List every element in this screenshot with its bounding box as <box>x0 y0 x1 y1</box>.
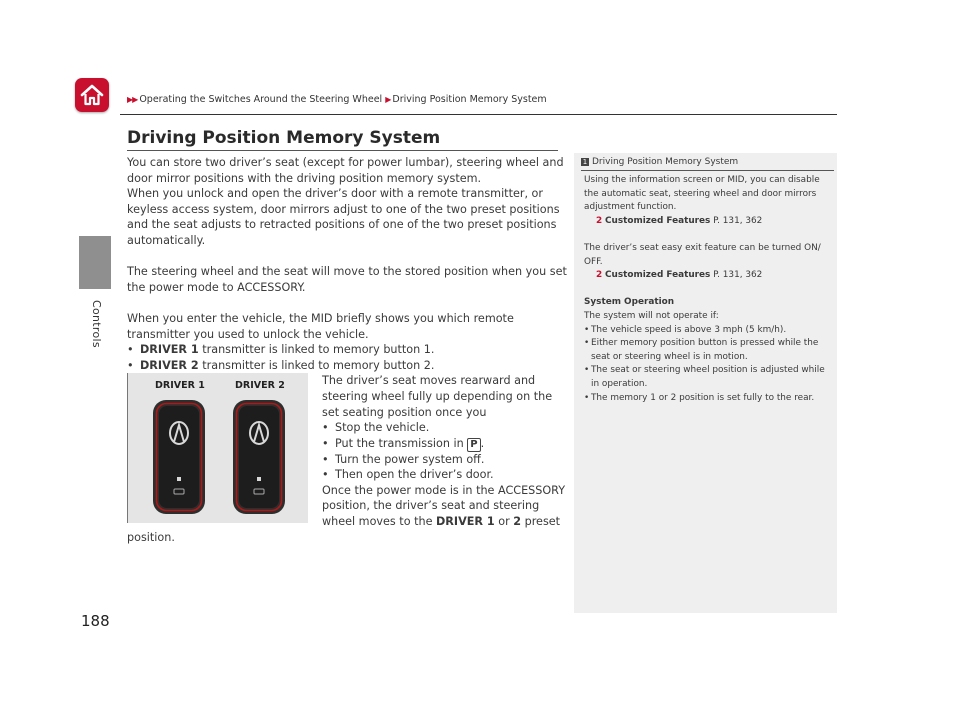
sidebar-heading <box>581 156 738 170</box>
driver-2-caption: DRIVER 2 <box>235 380 285 392</box>
step-transmission-end: . <box>480 436 485 450</box>
reference-arrow-icon: 2 <box>596 270 603 281</box>
reference-page[interactable]: P. 131, 362 <box>710 215 763 226</box>
driver-1-caption: DRIVER 1 <box>155 380 205 392</box>
step-open-door: Then open the driver’s door. <box>335 468 494 482</box>
bullet-icon: • <box>322 421 329 435</box>
main-body <box>127 155 567 545</box>
condition-text: The seat or steering wheel position is adjusted while in operation. <box>591 365 825 389</box>
condition-text: The memory 1 or 2 position is set fully to the rear. <box>591 392 815 403</box>
breadcrumb <box>127 94 547 105</box>
reference-page[interactable]: P. 131, 362 <box>710 270 763 281</box>
list-item <box>322 436 567 452</box>
customized-features-link[interactable] <box>605 216 762 226</box>
breadcrumb-arrow-icon: ▶▶ <box>127 95 138 104</box>
bullet-icon: • <box>584 338 590 349</box>
list-item <box>127 358 567 374</box>
sidebar-note <box>574 153 837 613</box>
home-button[interactable] <box>75 78 109 112</box>
header-divider <box>120 114 837 115</box>
list-item <box>584 392 832 406</box>
paragraph-seat-moves: The driver’s seat moves rearward and steering wheel fully up depending on the set seating position once you <box>322 374 553 419</box>
system-operation-title: System Operation <box>584 297 675 308</box>
condition-text: Either memory position button is pressed while the seat or steering wheel is in motion. <box>591 338 819 362</box>
driver-2-label: DRIVER 2 <box>140 358 199 372</box>
sidebar-paragraph-easy-exit: The driver’s seat easy exit feature can be turned ON/ OFF. <box>584 242 821 267</box>
step-transmission-text: Put the transmission in <box>335 436 468 450</box>
bullet-icon: • <box>127 358 134 372</box>
bullet-icon: • <box>322 468 329 482</box>
paragraph-unlock-behavior: When you unlock and open the driver’s door with a remote transmitter, or keyless access system, door mirrors adjust to one of the two preset positions and the seat adjusts to retracted positions of one of the two preset positions automatically. <box>127 187 560 247</box>
paragraph-mid-display: When you enter the vehicle, the MID briefly shows you which remote transmitter you used to unlock the vehicle. <box>127 311 514 341</box>
sidebar-paragraph-disable: Using the information screen or MID, you can disable the automatic seat, steering wheel and door mirrors adjustment function. <box>584 175 820 213</box>
customized-features-link[interactable] <box>605 270 762 280</box>
breadcrumb-arrow-icon: ▶ <box>385 95 391 104</box>
sidebar-divider <box>581 170 834 171</box>
remote-transmitters-illustration <box>127 373 308 523</box>
preset-driver-2: 2 <box>513 515 522 529</box>
list-item <box>584 337 832 364</box>
bullet-icon: • <box>322 452 329 466</box>
driver-1-label: DRIVER 1 <box>140 343 199 357</box>
title-divider <box>127 150 558 151</box>
driver-1-text: transmitter is linked to memory button 1. <box>198 343 435 357</box>
sidebar-heading-text: Driving Position Memory System <box>592 157 739 167</box>
sidebar-reference <box>584 269 832 283</box>
bullet-icon: • <box>584 324 590 335</box>
remote-fob-driver-2 <box>232 399 286 515</box>
preset-driver-1: DRIVER 1 <box>436 515 495 529</box>
system-operation-intro: The system will not operate if: <box>584 310 719 321</box>
preset-text-a: Once the power mode is in the ACCESSORY position, the driver’s seat and steering wheel moves to the <box>322 483 566 529</box>
bullet-icon: • <box>584 365 590 376</box>
home-icon <box>80 84 104 106</box>
section-tab-marker <box>79 236 111 289</box>
list-item <box>322 452 567 468</box>
preset-text-or: or <box>494 515 514 529</box>
breadcrumb-link-driving-position[interactable]: Driving Position Memory System <box>392 94 547 105</box>
system-operation-heading <box>584 296 832 310</box>
section-label: Controls <box>90 300 103 348</box>
paragraph-store-positions: You can store two driver’s seat (except for power lumbar), steering wheel and door mirror positions with the driving position memory system. <box>127 156 564 185</box>
list-item <box>322 420 567 436</box>
remote-fob-driver-1 <box>152 399 206 515</box>
note-marker-icon: 1 <box>582 158 588 166</box>
step-power-off: Turn the power system off. <box>335 452 485 466</box>
list-item <box>322 467 567 483</box>
page-title: Driving Position Memory System <box>127 128 441 148</box>
bullet-icon: • <box>322 436 329 450</box>
sidebar-reference <box>584 215 832 229</box>
reference-title[interactable]: Customized Features <box>605 215 711 226</box>
condition-text: The vehicle speed is above 3 mph (5 km/h). <box>591 324 787 335</box>
breadcrumb-link-operating-switches[interactable]: Operating the Switches Around the Steering Wheel <box>139 94 383 105</box>
list-item <box>584 324 832 338</box>
step-stop-vehicle: Stop the vehicle. <box>335 421 430 435</box>
list-item <box>127 342 567 358</box>
bullet-icon: • <box>127 343 134 357</box>
driver-2-text: transmitter is linked to memory button 2. <box>198 358 435 372</box>
bullet-icon: • <box>584 392 590 403</box>
page-number: 188 <box>81 612 110 630</box>
park-key-icon: P <box>467 438 480 452</box>
reference-title[interactable]: Customized Features <box>605 270 711 281</box>
list-item <box>584 364 832 391</box>
preset-text-end: preset position. <box>127 515 561 544</box>
reference-arrow-icon: 2 <box>596 215 603 226</box>
paragraph-accessory-mode: The steering wheel and the seat will move to the stored position when you set the power mode to ACCESSORY. <box>127 265 567 294</box>
